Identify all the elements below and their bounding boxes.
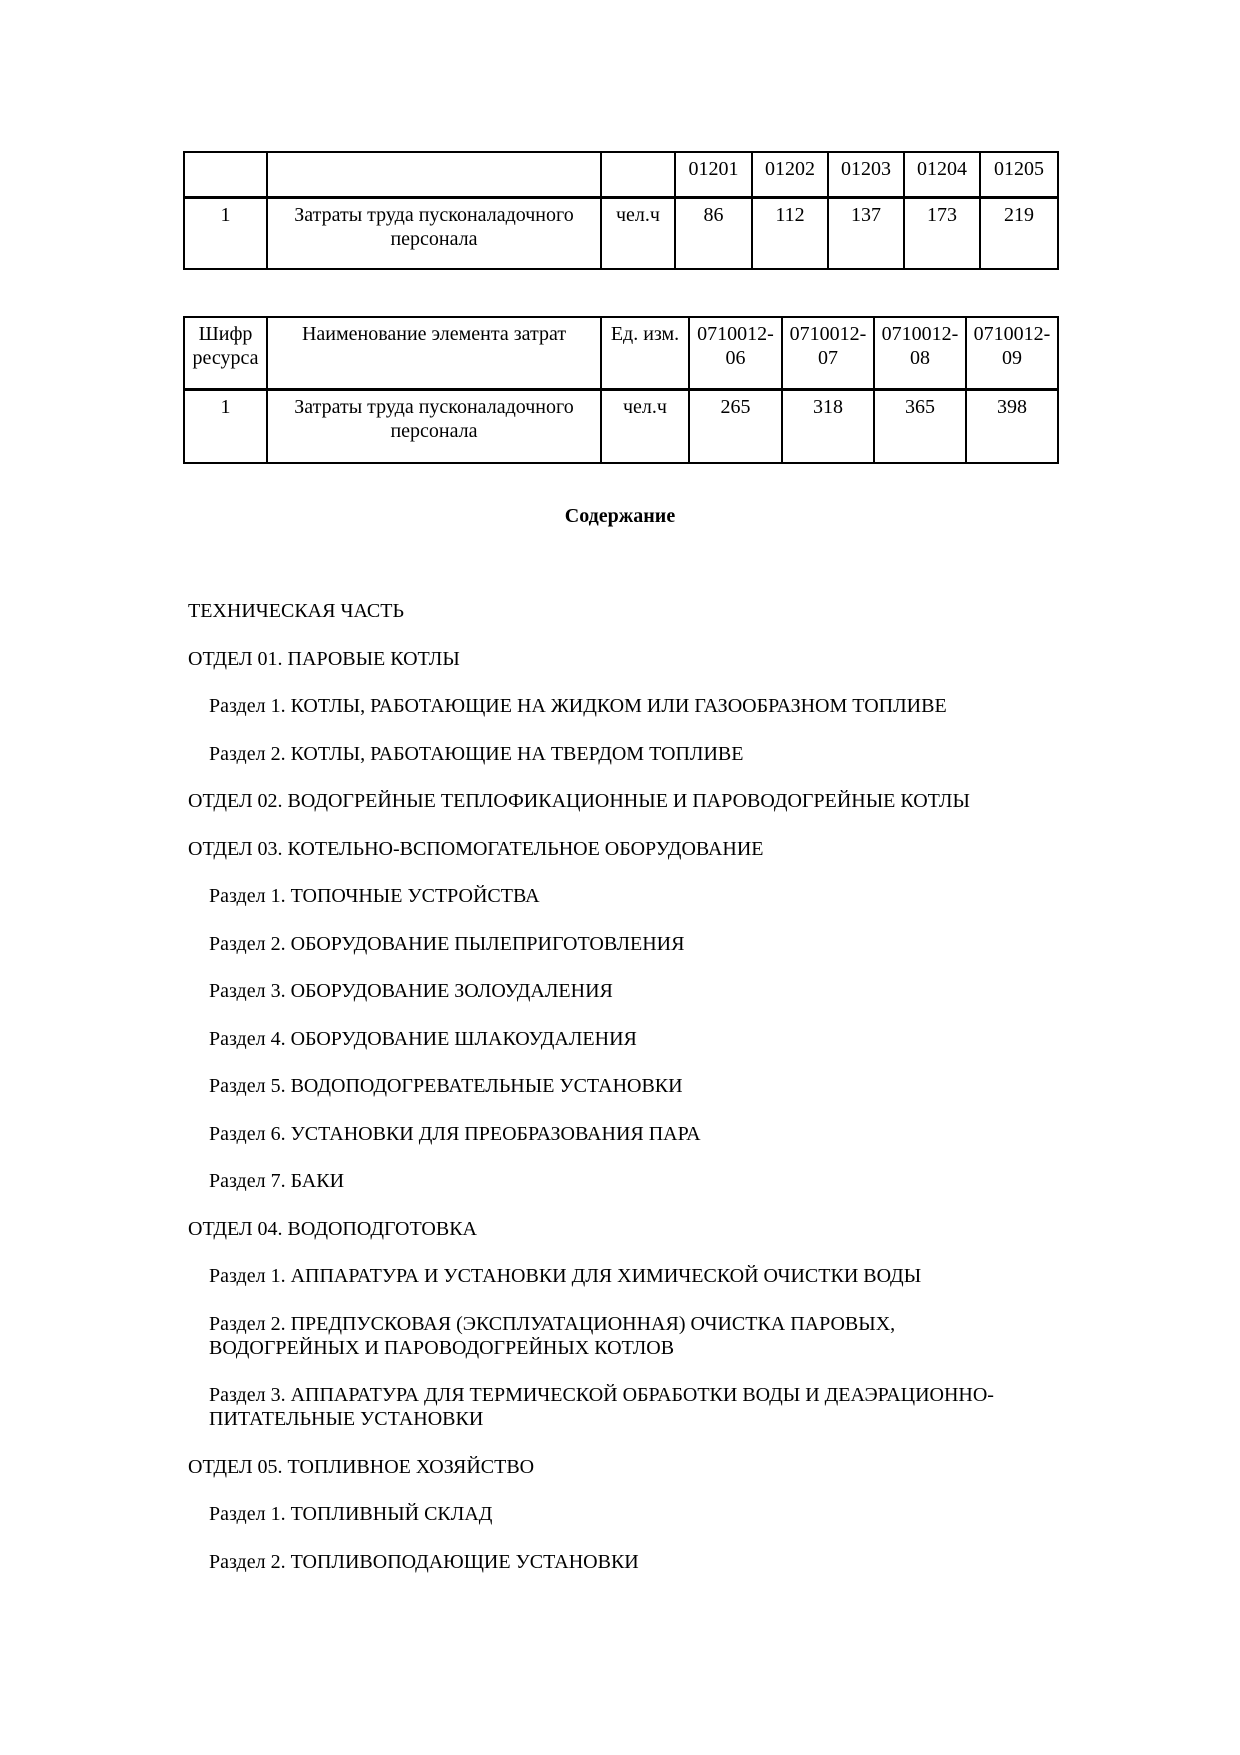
toc-entry-subsection: Раздел 5. ВОДОПОДОГРЕВАТЕЛЬНЫЕ УСТАНОВКИ: [209, 1075, 683, 1097]
cell-value: 398: [966, 389, 1058, 463]
header-cell-unit: [601, 152, 675, 197]
toc-entry-subsection: Раздел 1. ТОПОЧНЫЕ УСТРОЙСТВА: [209, 885, 540, 907]
cell-element-name: Затраты труда пусконаладочного персонала: [267, 197, 601, 269]
toc-entry-line: Раздел 2. ПРЕДПУСКОВАЯ (ЭКСПЛУАТАЦИОННАЯ) ОЧИСТКА ПАРОВЫХ,: [209, 1312, 896, 1335]
cell-element-name: Затраты труда пусконаладочного персонала: [267, 389, 601, 463]
table-header-row: [184, 152, 1058, 197]
toc-heading: Содержание: [564, 505, 676, 527]
cell-value: 173: [904, 197, 980, 269]
cell-value: 86: [675, 197, 752, 269]
toc-entry-line: Раздел 3. АППАРАТУРА ДЛЯ ТЕРМИЧЕСКОЙ ОБРАБОТКИ ВОДЫ И ДЕАЭРАЦИОННО-: [209, 1384, 994, 1406]
header-cell-code: 01201: [675, 152, 752, 197]
cell-value: 365: [874, 389, 966, 463]
toc-entry-subsection: Раздел 1. АППАРАТУРА И УСТАНОВКИ ДЛЯ ХИМИЧЕСКОЙ ОЧИСТКИ ВОДЫ: [209, 1265, 922, 1287]
toc-entry-line: ПИТАТЕЛЬНЫЕ УСТАНОВКИ: [209, 1408, 484, 1430]
toc-list: [188, 599, 1073, 1597]
toc-entry-technical-part: ТЕХНИЧЕСКАЯ ЧАСТЬ: [188, 600, 404, 622]
header-cell-code: 0710012-06: [689, 317, 782, 389]
toc-entry-subsection: Раздел 2. КОТЛЫ, РАБОТАЮЩИЕ НА ТВЕРДОМ ТОПЛИВЕ: [209, 742, 744, 765]
toc-entry-subsection: Раздел 2. ТОПЛИВОПОДАЮЩИЕ УСТАНОВКИ: [209, 1550, 639, 1573]
header-cell-code: 01204: [904, 152, 980, 197]
toc-entry-subsection: Раздел 1. ТОПЛИВНЫЙ СКЛАД: [209, 1503, 493, 1525]
cell-row-number: 1: [184, 389, 267, 463]
cell-unit: чел.ч: [601, 389, 689, 463]
toc-entry-section: ОТДЕЛ 05. ТОПЛИВНОЕ ХОЗЯЙСТВО: [188, 1455, 535, 1478]
header-cell-resource-code: Шифр ресурса: [184, 317, 267, 389]
toc-entry-subsection: [209, 1383, 1073, 1431]
labor-costs-table-0710012: [183, 316, 1059, 464]
cell-value: 265: [689, 389, 782, 463]
toc-entry-section: ОТДЕЛ 02. ВОДОГРЕЙНЫЕ ТЕПЛОФИКАЦИОННЫЕ И ПАРОВОДОГРЕЙНЫЕ КОТЛЫ: [188, 790, 970, 812]
toc-entry-section: ОТДЕЛ 01. ПАРОВЫЕ КОТЛЫ: [188, 647, 460, 670]
header-cell-code: 01205: [980, 152, 1058, 197]
toc-entry-subsection: Раздел 2. ОБОРУДОВАНИЕ ПЫЛЕПРИГОТОВЛЕНИЯ: [209, 932, 685, 955]
toc-entry-subsection: Раздел 3. ОБОРУДОВАНИЕ ЗОЛОУДАЛЕНИЯ: [209, 980, 613, 1002]
labor-costs-table-01201: [183, 151, 1059, 270]
cell-value: 318: [782, 389, 874, 463]
toc-entry-subsection: Раздел 7. БАКИ: [209, 1170, 345, 1192]
cell-unit: чел.ч: [601, 197, 675, 269]
header-cell-code: 0710012-09: [966, 317, 1058, 389]
cell-row-number: 1: [184, 197, 267, 269]
table-row: [184, 197, 1058, 269]
header-cell-code: 01202: [752, 152, 828, 197]
cell-value: 219: [980, 197, 1058, 269]
toc-entry-section: ОТДЕЛ 03. КОТЕЛЬНО-ВСПОМОГАТЕЛЬНОЕ ОБОРУДОВАНИЕ: [188, 837, 764, 860]
header-cell-resource-code: [184, 152, 267, 197]
table-row: [184, 389, 1058, 463]
cell-value: 137: [828, 197, 904, 269]
table-header-row: [184, 317, 1058, 389]
cell-value: 112: [752, 197, 828, 269]
toc-entry-line: ВОДОГРЕЙНЫХ И ПАРОВОДОГРЕЙНЫХ КОТЛОВ: [209, 1336, 675, 1359]
header-cell-element-name: [267, 152, 601, 197]
toc-entry-subsection: [209, 1312, 1073, 1360]
toc-entry-subsection: Раздел 4. ОБОРУДОВАНИЕ ШЛАКОУДАЛЕНИЯ: [209, 1027, 637, 1050]
header-cell-element-name: Наименование элемента затрат: [267, 317, 601, 389]
header-cell-code: 0710012-08: [874, 317, 966, 389]
toc-entry-section: ОТДЕЛ 04. ВОДОПОДГОТОВКА: [188, 1217, 477, 1240]
header-cell-code: 0710012-07: [782, 317, 874, 389]
toc-entry-subsection: Раздел 1. КОТЛЫ, РАБОТАЮЩИЕ НА ЖИДКОМ ИЛИ ГАЗООБРАЗНОМ ТОПЛИВЕ: [209, 695, 947, 717]
header-cell-code: 01203: [828, 152, 904, 197]
toc-entry-subsection: Раздел 6. УСТАНОВКИ ДЛЯ ПРЕОБРАЗОВАНИЯ ПАРА: [209, 1122, 701, 1145]
header-cell-unit: Ед. изм.: [601, 317, 689, 389]
